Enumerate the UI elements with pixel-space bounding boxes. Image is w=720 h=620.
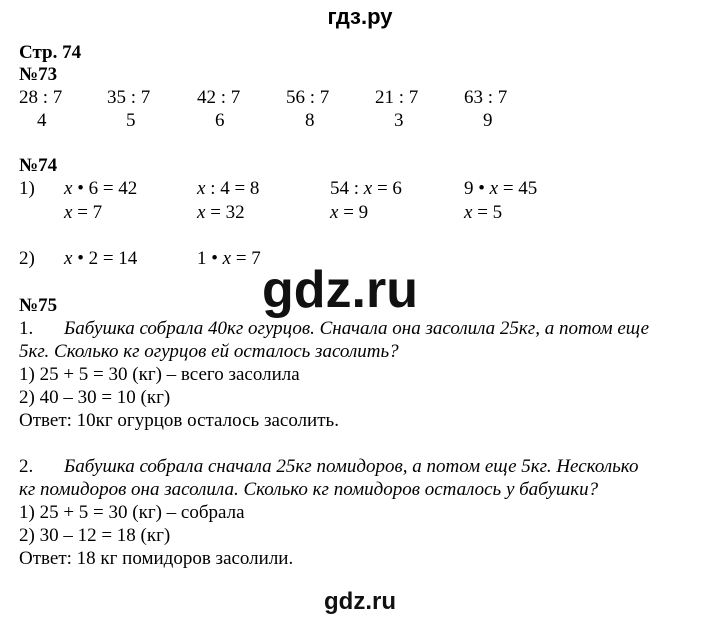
variable-x: x [197, 178, 206, 199]
problem1-step: 1) 25 + 5 = 30 (кг) – всего засолила [19, 364, 300, 385]
variable-x: x [464, 202, 473, 223]
equation-rest: • 2 = 14 [72, 248, 138, 269]
variable-x: x [330, 202, 339, 223]
problem1-number: 1. [19, 318, 34, 339]
solution-rest: = 32 [205, 202, 245, 223]
equation-prefix: 54 : [330, 178, 364, 199]
problem1-answer: Ответ: 10кг огурцов осталось засолить. [19, 410, 339, 431]
task73-answer: 8 [305, 110, 315, 131]
task73-answer: 6 [215, 110, 225, 131]
watermark-logo: gdz.ru [262, 261, 418, 319]
problem2-step: 1) 25 + 5 = 30 (кг) – собрала [19, 502, 245, 523]
task74-part1-number: 1) [19, 178, 35, 199]
equation-rest: : 4 = 8 [205, 178, 260, 199]
problem1-text: 5кг. Сколько кг огурцов ей осталось засолить? [19, 341, 399, 362]
task73-answer: 3 [394, 110, 404, 131]
variable-x: x [64, 202, 73, 223]
solution-rest: = 5 [472, 202, 503, 223]
task74-equation [64, 248, 137, 270]
task74-equation [197, 248, 261, 270]
task75-title: №75 [19, 295, 58, 316]
task73-expression: 35 : 7 [107, 87, 151, 108]
equation-rest: = 7 [231, 248, 261, 269]
equation-rest: = 6 [372, 178, 402, 199]
task73-expression: 21 : 7 [375, 87, 419, 108]
task74-title: №74 [19, 155, 58, 176]
task74-equation [64, 178, 137, 200]
equation-prefix: 1 • [197, 248, 223, 269]
task74-solution [464, 202, 502, 224]
problem2-text: кг помидоров она засолила. Сколько кг помидоров осталось у бабушки? [19, 479, 599, 500]
task73-answer: 9 [483, 110, 493, 131]
equation-rest: = 45 [498, 178, 538, 199]
variable-x: x [222, 248, 232, 269]
equation-prefix: 9 • [464, 178, 490, 199]
solution-rest: = 7 [72, 202, 103, 223]
task73-expression: 56 : 7 [286, 87, 330, 108]
task74-part2-number: 2) [19, 248, 35, 269]
variable-x: x [197, 202, 206, 223]
site-header-title: гдз.ру [327, 4, 393, 29]
task73-title: №73 [19, 64, 58, 85]
variable-x: x [363, 178, 373, 199]
task74-equation [330, 178, 402, 200]
variable-x: x [64, 178, 73, 199]
task73-expression: 63 : 7 [464, 87, 508, 108]
task74-solution [64, 202, 102, 224]
solution-rest: = 9 [338, 202, 369, 223]
equation-rest: • 6 = 42 [72, 178, 138, 199]
variable-x: x [64, 248, 73, 269]
task73-answer: 4 [37, 110, 47, 131]
task74-equation [197, 178, 259, 200]
task74-solution [197, 202, 245, 224]
task73-answer: 5 [126, 110, 136, 131]
task73-expression: 42 : 7 [197, 87, 241, 108]
footer-watermark: gdz.ru [324, 588, 396, 615]
variable-x: x [489, 178, 499, 199]
problem1-text: Бабушка собрала 40кг огурцов. Сначала она засолила 25кг, а потом еще [64, 318, 650, 339]
task73-expression: 28 : 7 [19, 87, 63, 108]
problem2-step: 2) 30 – 12 = 18 (кг) [19, 525, 171, 546]
problem2-answer: Ответ: 18 кг помидоров засолили. [19, 548, 294, 569]
page-label: Стр. 74 [19, 42, 82, 63]
problem2-number: 2. [19, 456, 34, 477]
problem2-text: Бабушка собрала сначала 25кг помидоров, а потом еще 5кг. Несколько [64, 456, 639, 477]
task74-solution [330, 202, 368, 224]
problem1-step: 2) 40 – 30 = 10 (кг) [19, 387, 171, 408]
task74-equation [464, 178, 537, 200]
